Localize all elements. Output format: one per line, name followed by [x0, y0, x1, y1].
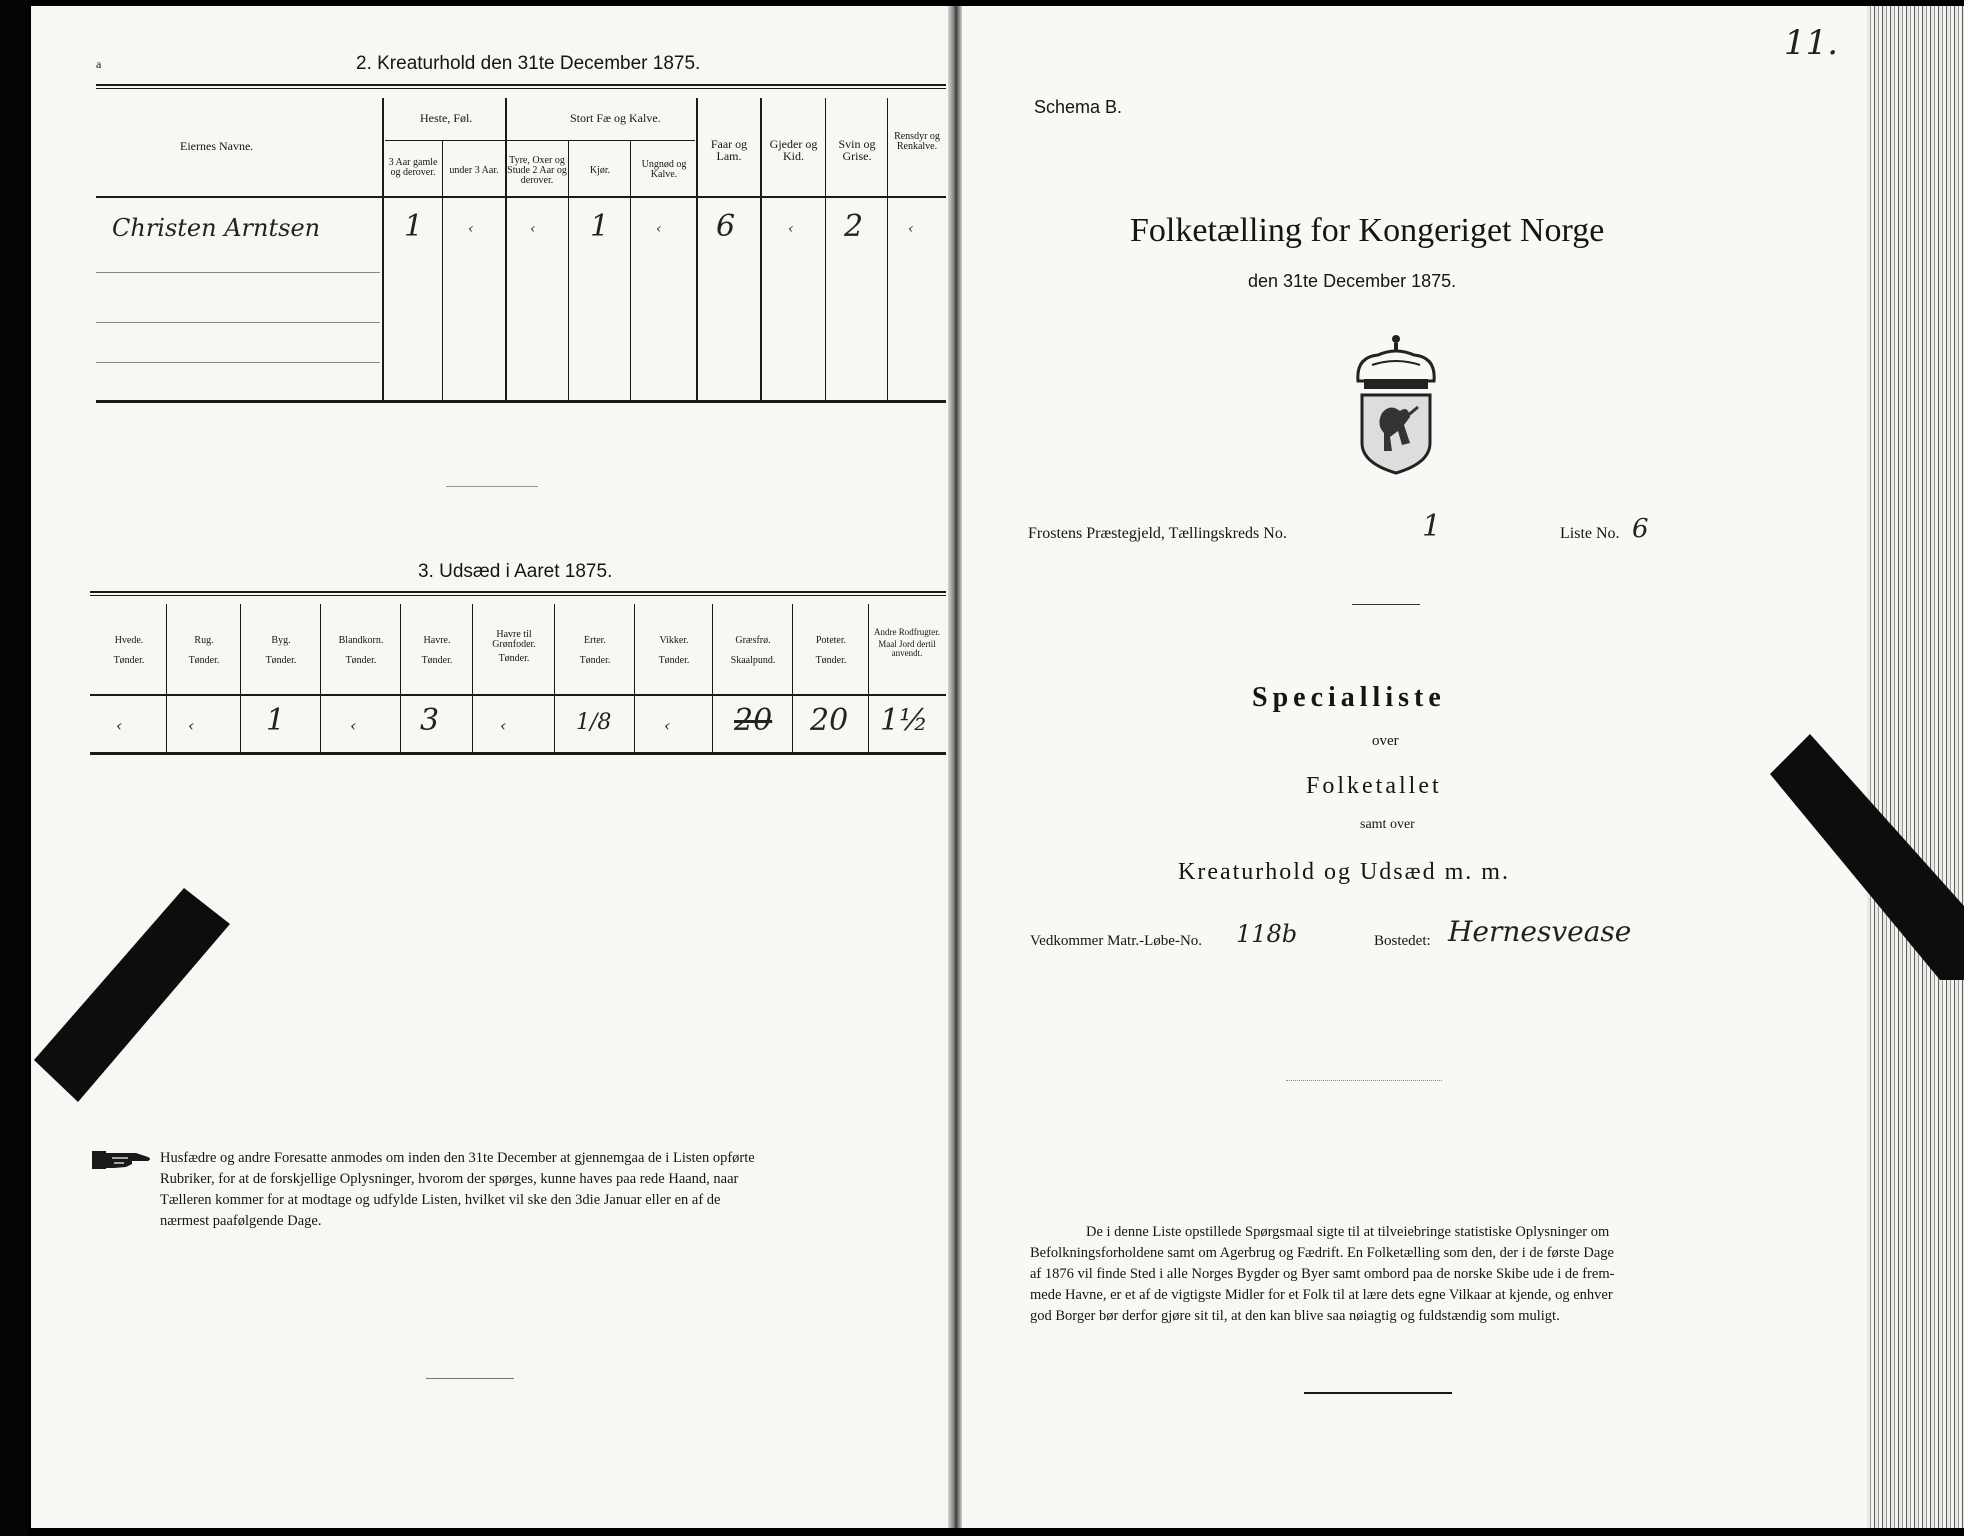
column-line — [630, 140, 631, 402]
column-line — [712, 604, 713, 752]
notice-line: Husfædre og andre Foresatte anmodes om inden den 31te December at gjennemgaa de i Listen opførte — [160, 1150, 755, 1166]
tellingskreds-number: 1 — [1422, 509, 1442, 544]
value-cell: ‹ — [500, 716, 507, 735]
book-gutter — [948, 0, 962, 1536]
separator — [1286, 1080, 1442, 1081]
header-label: Vikker. — [659, 635, 689, 646]
footer-line: af 1876 vil finde Sted i alle Norges Bygder og Byer samt ombord paa de norske Skibe ude i de frem- — [1030, 1266, 1615, 1282]
table-rule — [90, 694, 946, 696]
header-hvede — [92, 636, 166, 666]
scan-border — [28, 1528, 1964, 1536]
header-erter — [556, 636, 634, 666]
footer-line: god Borger bør derfor gjøre sit til, at den kan blive saa nøiagtig og fuldstændig som muligt. — [1030, 1308, 1560, 1324]
footer-line: Befolkningsforholdene samt om Agerbrug og Fædrift. En Folketælling som den, der i de første Dage — [1030, 1245, 1614, 1261]
value-cell: ‹ — [116, 716, 123, 735]
header-unit: Tønder. — [188, 655, 220, 666]
header-heste-b: under 3 Aar. — [449, 165, 499, 176]
value-cell: ‹ — [530, 221, 536, 237]
header-gjeder: Gjeder og Kid. — [769, 137, 818, 163]
column-line — [442, 140, 443, 402]
table-rule — [90, 591, 946, 593]
header-unit: Tønder. — [579, 655, 611, 666]
schema-label: Schema B. — [1034, 97, 1123, 117]
header-unit: Tønder. — [113, 655, 145, 666]
header-label: Andre Rodfrugter. — [874, 627, 940, 637]
column-line — [505, 98, 507, 402]
separator — [1304, 1392, 1452, 1394]
value-cell: 1½ — [880, 703, 929, 738]
column-line — [868, 604, 869, 752]
table-rule — [90, 595, 946, 596]
column-line — [320, 604, 321, 752]
notice-line: nærmest paafølgende Dage. — [160, 1213, 322, 1229]
header-label: Hvede. — [114, 635, 144, 646]
column-line — [634, 604, 635, 752]
table-rule — [96, 196, 946, 198]
header-havre — [402, 636, 472, 666]
header-unit: Tønder. — [498, 653, 530, 664]
header-stort-a: Tyre, Oxer og Stude 2 Aar og derover. — [507, 155, 567, 186]
value-cell: ‹ — [664, 716, 671, 735]
value-cell: 1 — [590, 209, 610, 244]
footer-line: mede Havne, er et af de vigtigste Midler for et Folk til at lære dets egne Vilkaar at kjende, og enhver — [1030, 1287, 1613, 1303]
bosted-name: Hernesvease — [1448, 915, 1632, 948]
header-unit: Tønder. — [421, 655, 453, 666]
value-cell: ‹ — [908, 221, 914, 237]
column-line — [472, 604, 473, 752]
subheader-rule — [385, 140, 505, 141]
scan-border — [0, 0, 28, 1536]
column-line — [240, 604, 241, 752]
column-line — [568, 140, 569, 402]
header-label: Blandkorn. — [338, 635, 384, 646]
header-vikker — [636, 636, 712, 666]
header-label: Poteter. — [815, 635, 847, 646]
header-stort-b: Kjør. — [589, 165, 611, 176]
value-cell: 1 — [266, 703, 286, 738]
header-svin: Svin og Grise. — [838, 137, 876, 163]
header-poteter — [794, 636, 868, 666]
column-line — [825, 98, 826, 402]
notice-line: Tælleren kommer for at modtage og udfylde Listen, hvilket vil ske den 3die Januar eller en af de — [160, 1192, 721, 1208]
header-andre-rodfrugter — [869, 628, 945, 658]
matr-number: 118b — [1236, 920, 1298, 948]
column-line — [400, 604, 401, 752]
value-cell: 3 — [420, 703, 440, 738]
header-stort: Stort Fæ og Kalve. — [570, 111, 661, 125]
value-cell: 2 — [844, 209, 864, 244]
kreaturhold-heading: Kreaturhold og Udsæd m. m. — [1178, 859, 1510, 885]
column-line — [792, 604, 793, 752]
table-rule — [96, 88, 946, 89]
value-cell: ‹ — [788, 221, 794, 237]
owner-name: Christen Arntsen — [112, 214, 321, 242]
coat-of-arms-icon — [1348, 333, 1444, 475]
value-cell: 20 — [810, 703, 849, 738]
value-cell: 6 — [716, 209, 736, 244]
notice-line: Rubriker, for at de forskjellige Oplysninger, hvorom der spørges, kunne haves paa rede Haand, naar — [160, 1171, 739, 1187]
title-date: den 31te December 1875. — [1248, 271, 1457, 291]
header-rug — [168, 636, 240, 666]
header-label: Byg. — [271, 635, 291, 646]
column-line — [554, 604, 555, 752]
header-rensdyr: Rensdyr og Renkalve. — [894, 131, 940, 152]
notice-text — [160, 1148, 755, 1232]
value-cell: ‹ — [188, 716, 195, 735]
header-unit: Tønder. — [658, 655, 690, 666]
footer-line: De i denne Liste opstillede Spørgsmaal sigte til at tilveiebringe statistiske Oplysninger om — [1086, 1224, 1610, 1240]
header-faar: Faar og Lam. — [710, 137, 748, 163]
value-cell: 20 — [734, 703, 773, 738]
subheader-rule — [505, 140, 695, 141]
clip-shadow — [1770, 730, 1964, 980]
value-cell: 1/8 — [576, 710, 612, 735]
main-title: Folketælling for Kongeriget Norge — [1130, 212, 1605, 249]
header-blandkorn — [322, 636, 400, 666]
header-heste: Heste, Føl. — [420, 111, 473, 125]
separator — [446, 486, 538, 487]
samt-over-label: samt over — [1360, 817, 1415, 832]
header-unit: Maal Jord dertil anvendt. — [878, 639, 936, 658]
value-cell: ‹ — [468, 221, 474, 237]
folketallet-heading: Folketallet — [1306, 773, 1442, 799]
table-rule — [96, 84, 946, 86]
header-unit: Tønder. — [815, 655, 847, 666]
pointing-hand-icon — [92, 1148, 154, 1172]
header-unit: Tønder. — [265, 655, 297, 666]
header-byg — [242, 636, 320, 666]
row-line — [96, 272, 380, 273]
clip-shadow — [34, 880, 234, 1130]
row-line — [96, 322, 380, 323]
header-label: Havre til Grønfoder. — [492, 629, 536, 650]
header-owner: Eiernes Navne. — [180, 139, 254, 153]
bosted-label: Bostedet: — [1374, 933, 1431, 949]
over-label: over — [1372, 733, 1399, 749]
value-cell: ‹ — [656, 221, 662, 237]
folio-number: 11. — [1784, 23, 1839, 63]
header-label: Rug. — [194, 635, 214, 646]
header-label: Erter. — [584, 635, 606, 646]
separator — [1352, 604, 1420, 605]
value-cell: 1 — [404, 209, 424, 244]
corner-mark: a — [96, 57, 102, 71]
location-label: Frostens Præstegjeld, Tællingskreds No. — [1028, 525, 1287, 542]
column-line — [166, 604, 167, 752]
header-heste-a: 3 Aar gamle og derover. — [388, 157, 438, 178]
column-line — [887, 98, 888, 402]
table-rule — [90, 752, 946, 755]
liste-number: 6 — [1632, 514, 1649, 544]
row-line — [96, 362, 380, 363]
footer-text — [1030, 1222, 1614, 1327]
section3-title: 3. Udsæd i Aaret 1875. — [418, 561, 613, 582]
header-graesfro — [714, 636, 792, 666]
header-havre-gronfoder — [474, 630, 554, 664]
header-label: Havre. — [423, 635, 451, 646]
header-unit: Tønder. — [345, 655, 377, 666]
header-label: Græsfrø. — [735, 635, 771, 646]
value-cell: ‹ — [350, 716, 357, 735]
column-line — [382, 98, 384, 402]
specialliste-heading: Specialliste — [1252, 682, 1446, 713]
table-rule — [96, 400, 946, 403]
section2-title: 2. Kreaturhold den 31te December 1875. — [356, 53, 701, 74]
header-stort-c: Ungnød og Kalve. — [641, 159, 687, 180]
header-unit: Skaalpund. — [730, 655, 776, 666]
scan-border — [28, 0, 1964, 6]
liste-label: Liste No. — [1560, 525, 1620, 542]
separator — [426, 1378, 514, 1379]
matr-label: Vedkommer Matr.-Løbe-No. — [1030, 933, 1203, 949]
location-line — [1028, 526, 1287, 542]
